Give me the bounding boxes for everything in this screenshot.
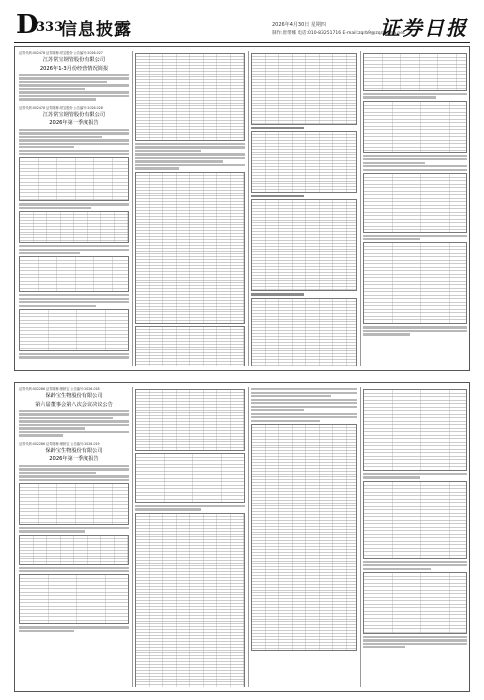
financial-table <box>19 483 129 525</box>
data-table <box>363 389 467 471</box>
data-table <box>135 453 245 503</box>
top-column-1 <box>19 51 129 366</box>
bottom-column-2 <box>135 387 245 687</box>
data-table <box>363 481 467 559</box>
company-name: 保龄宝生物股份有限公司 <box>45 393 103 399</box>
data-table <box>19 256 129 292</box>
data-table <box>251 298 357 366</box>
section-letter: D <box>16 10 39 40</box>
announcement-title-2: 2026年第一季度报告 <box>49 456 99 463</box>
data-table <box>363 53 467 91</box>
data-table <box>135 326 245 366</box>
top-column-3 <box>251 51 357 366</box>
data-table <box>19 211 129 243</box>
data-table <box>135 389 245 451</box>
top-column-2 <box>135 51 245 366</box>
data-table <box>363 242 467 324</box>
financial-table <box>19 157 129 201</box>
data-table <box>251 199 357 291</box>
announcement-title: 第六届董事会第八次会议决议公告 <box>35 401 113 408</box>
data-table <box>19 574 129 624</box>
top-announcement-block <box>14 46 470 371</box>
data-table <box>135 53 245 141</box>
company-name-2: 保龄宝生物股份有限公司 <box>45 447 103 454</box>
masthead <box>14 10 470 43</box>
newspaper-logo: 证券日报 <box>380 16 468 40</box>
data-table <box>19 309 129 351</box>
data-table <box>135 513 245 687</box>
announcement-title: 2026年1-3月份经营情况简报 <box>39 65 109 72</box>
data-table <box>363 101 467 153</box>
stock-code-line-2: 证券代码:002286 证券简称:保龄宝 公告编号:2026-019 <box>19 441 100 446</box>
data-table <box>19 535 129 565</box>
stock-code-line: 证券代码:002478 证券简称:常宝股份 公告编号:2026-027 <box>19 51 103 55</box>
company-name: 江苏常宝钢管股份有限公司 <box>42 57 106 63</box>
stock-code-line: 证券代码:002286 证券简称:保龄宝 公告编号:2026-018 <box>19 387 100 391</box>
bottom-announcement-block <box>14 382 470 692</box>
data-table <box>363 572 467 634</box>
editor-contact: 制作:唐带娜 电话:010-83251716 E-mail:zqrb9@zqrb.sina.net <box>272 31 405 36</box>
data-table <box>363 173 467 233</box>
data-table <box>251 424 357 651</box>
stock-code-line-2: 证券代码:002478 证券简称:常宝股份 公告编号:2026-028 <box>19 105 103 110</box>
bottom-column-4 <box>363 387 467 687</box>
section-title: 信息披露 <box>60 20 132 40</box>
data-table <box>251 53 357 125</box>
company-name-2: 江苏常宝钢管股份有限公司 <box>42 111 106 118</box>
bottom-column-3 <box>251 387 357 687</box>
top-column-4 <box>363 51 467 366</box>
data-table <box>135 172 245 324</box>
bottom-column-1 <box>19 387 129 687</box>
issue-date: 2026年4月30日 星期四 <box>272 22 326 28</box>
data-table <box>251 131 357 193</box>
section-number: 333 <box>36 20 64 35</box>
announcement-title-2: 2026年第一季度报告 <box>49 120 99 127</box>
